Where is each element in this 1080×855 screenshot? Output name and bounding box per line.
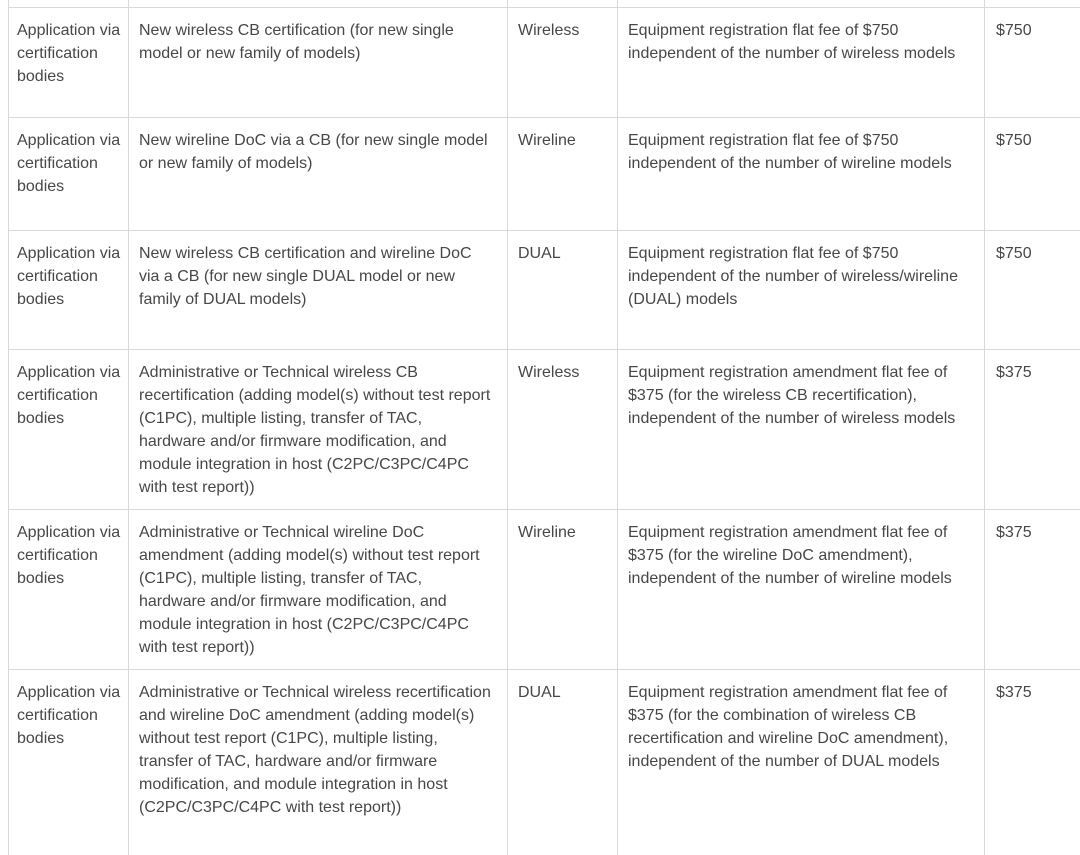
method-cell: Application via certification bodies <box>9 117 129 230</box>
type-cell: DUAL <box>508 230 618 349</box>
fee-cell: $375 <box>985 509 1080 669</box>
cutoff-cell <box>985 0 1080 7</box>
method-cell: Application via certification bodies <box>9 7 129 117</box>
fee-cell: $750 <box>985 7 1080 117</box>
table-row <box>9 117 1080 230</box>
table-row <box>9 7 1080 117</box>
description-cell: Administrative or Technical wireline DoC amendment (adding model(s) without test report (C1PC), multiple listing, transfer of TAC, hardware and/or firmware modification, and module integration in host (C2PC/C3PC/C4PC with test report)) <box>129 509 508 669</box>
fee-cell: $375 <box>985 669 1080 855</box>
fee-table <box>8 0 1080 855</box>
cutoff-cell <box>129 0 508 7</box>
fee-cell: $750 <box>985 117 1080 230</box>
table-row <box>9 349 1080 509</box>
type-cell: Wireline <box>508 117 618 230</box>
cutoff-cell <box>618 0 985 7</box>
fee-description-cell: Equipment registration amendment flat fee of $375 (for the wireless CB recertification), independent of the number of wireless models <box>618 349 985 509</box>
method-cell: Application via certification bodies <box>9 669 129 855</box>
cutoff-cell <box>9 0 129 7</box>
table-row <box>9 509 1080 669</box>
type-cell: DUAL <box>508 669 618 855</box>
method-cell: Application via certification bodies <box>9 230 129 349</box>
type-cell: Wireless <box>508 7 618 117</box>
fee-cell: $750 <box>985 230 1080 349</box>
method-cell: Application via certification bodies <box>9 349 129 509</box>
type-cell: Wireline <box>508 509 618 669</box>
fee-description-cell: Equipment registration flat fee of $750 independent of the number of wireline models <box>618 117 985 230</box>
fee-description-cell: Equipment registration amendment flat fee of $375 (for the combination of wireless CB recertification and wireline DoC amendment), independent of the number of DUAL models <box>618 669 985 855</box>
description-cell: New wireless CB certification (for new single model or new family of models) <box>129 7 508 117</box>
description-cell: Administrative or Technical wireless CB recertification (adding model(s) without test report (C1PC), multiple listing, transfer of TAC, hardware and/or firmware modification, and module integration in host (C2PC/C3PC/C4PC with test report)) <box>129 349 508 509</box>
description-cell: New wireless CB certification and wireline DoC via a CB (for new single DUAL model or new family of DUAL models) <box>129 230 508 349</box>
table-row <box>9 230 1080 349</box>
cutoff-row-top <box>9 0 1080 7</box>
fee-description-cell: Equipment registration flat fee of $750 independent of the number of wireless/wireline (DUAL) models <box>618 230 985 349</box>
description-cell: New wireline DoC via a CB (for new single model or new family of models) <box>129 117 508 230</box>
fee-cell: $375 <box>985 349 1080 509</box>
fee-description-cell: Equipment registration amendment flat fee of $375 (for the wireline DoC amendment), independent of the number of wireline models <box>618 509 985 669</box>
table-row <box>9 669 1080 855</box>
method-cell: Application via certification bodies <box>9 509 129 669</box>
fee-table-body <box>9 0 1080 855</box>
fee-description-cell: Equipment registration flat fee of $750 independent of the number of wireless models <box>618 7 985 117</box>
type-cell: Wireless <box>508 349 618 509</box>
description-cell: Administrative or Technical wireless recertification and wireline DoC amendment (adding model(s) without test report (C1PC), multiple listing, transfer of TAC, hardware and/or firmware modification, and module integration in host (C2PC/C3PC/C4PC with test report)) <box>129 669 508 855</box>
cutoff-cell <box>508 0 618 7</box>
